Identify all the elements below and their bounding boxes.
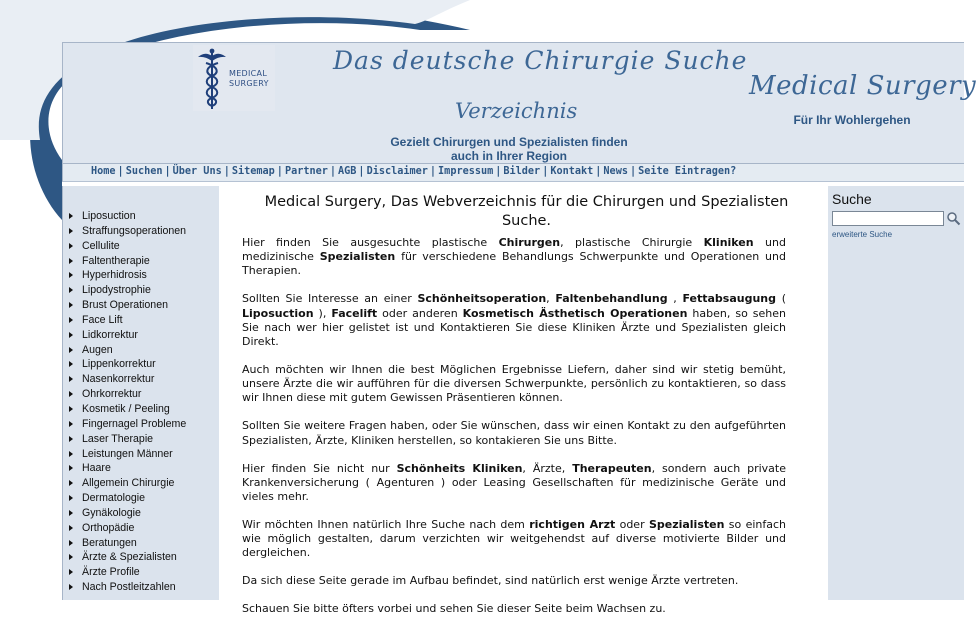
- sidebar-item-label: Allgemein Chirurgie: [82, 477, 175, 490]
- search-input[interactable]: [832, 211, 944, 226]
- arrow-right-icon: [69, 451, 73, 457]
- sidebar-item-label: Dermatologie: [82, 492, 146, 505]
- sidebar-item[interactable]: [69, 254, 186, 269]
- arrow-right-icon: [69, 361, 73, 367]
- sidebar-item-label: Ärzte Profile: [82, 566, 140, 579]
- nav-separator: |: [595, 166, 602, 177]
- search-panel: [828, 186, 964, 600]
- sidebar-item[interactable]: [69, 209, 186, 224]
- nav-link-seite-eintragen[interactable]: Seite Eintragen?: [638, 166, 737, 177]
- sidebar-item-label: Lidkorrektur: [82, 328, 138, 341]
- sidebar-item-label: Ärzte & Spezialisten: [82, 551, 177, 564]
- arrow-right-icon: [69, 347, 73, 353]
- arrow-right-icon: [69, 258, 73, 264]
- arrow-right-icon: [69, 317, 73, 323]
- sidebar-item[interactable]: [69, 313, 186, 328]
- subtitle-line1: Gezielt Chirurgen und Spezialisten finden: [390, 135, 628, 149]
- sidebar-item[interactable]: [69, 283, 186, 298]
- arrow-right-icon: [69, 465, 73, 471]
- nav-link-impressum[interactable]: Impressum: [438, 166, 494, 177]
- left-sidebar: [62, 186, 219, 600]
- nav-link-suchen[interactable]: Suchen: [125, 166, 163, 177]
- sidebar-item[interactable]: [69, 343, 186, 358]
- sidebar-item-label: Ohrkorrektur: [82, 388, 142, 401]
- nav-separator: |: [329, 166, 337, 177]
- sidebar-item[interactable]: [69, 491, 186, 506]
- sidebar-item-label: Lippenkorrektur: [82, 358, 156, 371]
- paragraph-5: Hier finden Sie nicht nur Schönheits Kliniken, Ärzte, Therapeuten, sondern auch private Krankenversicherung ( Agenturen ) oder Leasing Gesellschaften für medizinische Geräte und vieles mehr.: [242, 461, 787, 504]
- category-list: [69, 209, 186, 595]
- main-content: [219, 186, 828, 616]
- sidebar-item-label: Cellulite: [82, 239, 120, 252]
- sidebar-item[interactable]: [69, 447, 186, 462]
- arrow-right-icon: [69, 554, 73, 560]
- nav-link-bilder[interactable]: Bilder: [503, 166, 541, 177]
- nav-separator: |: [358, 166, 365, 177]
- sidebar-item[interactable]: [69, 461, 186, 476]
- nav-link-partner[interactable]: Partner: [284, 166, 328, 177]
- nav-link-disclaimer[interactable]: Disclaimer: [366, 166, 428, 177]
- sidebar-item-label: Leistungen Männer: [82, 447, 173, 460]
- sidebar-item[interactable]: [69, 432, 186, 447]
- paragraph-4: Sollten Sie weitere Fragen haben, oder Sie wünschen, dass wir einen Kontakt zu den aufgeführten Spezialisten, Ärzte, Kliniken herstellen, so kontakieren Sie uns Bitte.: [242, 419, 786, 447]
- search-heading: Suche: [832, 191, 872, 207]
- sidebar-item[interactable]: [69, 476, 186, 491]
- nav-separator: |: [429, 166, 437, 177]
- sidebar-item-label: Faltentherapie: [82, 254, 150, 267]
- arrow-right-icon: [69, 332, 73, 338]
- brand-tagline: Für Ihr Wohlergehen: [793, 113, 911, 127]
- sidebar-item-label: Hyperhidrosis: [82, 269, 147, 282]
- sidebar-item-label: Orthopädie: [82, 521, 135, 534]
- sidebar-item[interactable]: [69, 328, 186, 343]
- sidebar-item-label: Fingernagel Probleme: [82, 417, 187, 430]
- arrow-right-icon: [69, 287, 73, 293]
- sidebar-item[interactable]: [69, 224, 186, 239]
- sidebar-item[interactable]: [69, 565, 186, 580]
- sidebar-item[interactable]: [69, 372, 186, 387]
- content-body: [242, 236, 786, 630]
- sidebar-item-label: Beratungen: [82, 536, 137, 549]
- paragraph-6: Wir möchten Ihnen natürlich Ihre Suche nach dem richtigen Arzt oder Spezialisten so einfach wie möglich gestalten, darum verzichten wir weitgehendst auf diverse motivierte Bilder und dergleichen.: [242, 518, 787, 560]
- sidebar-item[interactable]: [69, 521, 186, 536]
- nav-links: [91, 166, 736, 177]
- sidebar-item-label: Liposuction: [82, 210, 136, 222]
- sidebar-item-label: Straffungsoperationen: [82, 224, 187, 237]
- sidebar-item-label: Nasenkorrektur: [82, 373, 155, 386]
- page-frame: [62, 42, 976, 616]
- sidebar-item-label: Lipodystrophie: [82, 284, 151, 297]
- nav-link-kontakt[interactable]: Kontakt: [550, 166, 594, 177]
- medical-logo[interactable]: [193, 45, 275, 111]
- nav-separator: |: [276, 166, 283, 177]
- paragraph-3: Auch möchten wir Ihnen die best Möglichen Ergebnisse Liefern, daher sind wir stetig bemüht, unsere Ärzte die wir aufführen für die diversen Schwerpunkte, persönlich zu kontaktieren, so dass wir Ihnen diese mit gutem Gewissen Präsentieren können.: [242, 363, 786, 405]
- paragraph-8: Schauen Sie bitte öfters vorbei und sehen Sie dieser Seite beim Wachsen zu.: [242, 602, 666, 616]
- arrow-right-icon: [69, 495, 73, 501]
- site-title: Das deutsche Chirurgie Suche: [333, 46, 748, 75]
- top-navigation: [62, 164, 964, 182]
- sidebar-item[interactable]: [69, 550, 186, 565]
- paragraph-2: Sollten Sie Interesse an einer Schönheitsoperation, Faltenbehandlung , Fettabsaugung ( Liposuction ), Facelift oder anderen Kosmetisch Ästhetisch Operationen haben, so sehen Sie nach wer hier gelistet ist und Kontaktieren Sie diese Kliniken Ärzte und Spezialisten gleich Direkt.: [242, 292, 787, 349]
- arrow-right-icon: [69, 525, 73, 531]
- nav-link-agb[interactable]: AGB: [338, 166, 357, 177]
- sidebar-item-label: Gynäkologie: [82, 506, 141, 519]
- arrow-right-icon: [69, 391, 73, 397]
- sidebar-item-label: Nach Postleitzahlen: [82, 581, 176, 594]
- sidebar-item[interactable]: [69, 417, 186, 432]
- arrow-right-icon: [69, 584, 73, 590]
- nav-separator: |: [542, 166, 549, 177]
- sidebar-item[interactable]: [69, 402, 186, 417]
- arrow-right-icon: [69, 302, 73, 308]
- search-icon[interactable]: [946, 211, 961, 226]
- sidebar-item-label: Augen: [82, 343, 113, 356]
- site-subtitle: [363, 135, 655, 163]
- sidebar-item-label: Face Lift: [82, 313, 123, 326]
- sidebar-item[interactable]: [69, 387, 186, 402]
- arrow-right-icon: [69, 569, 73, 575]
- paragraph-1: Hier finden Sie ausgesuchte plastische Chirurgen, plastische Chirurgie Kliniken und medizinische Spezialisten für verschiedene Behandlungs Schwerpunkte und Operationen und Therapien.: [242, 236, 786, 278]
- brand-name[interactable]: Medical Surgery: [749, 71, 976, 101]
- subtitle-line2: auch in Ihrer Region: [450, 149, 567, 163]
- arrow-right-icon: [69, 272, 73, 278]
- nav-separator: |: [629, 166, 637, 177]
- sidebar-item-label: Haare: [82, 462, 111, 475]
- advanced-search-link[interactable]: erweiterte Suche: [832, 230, 893, 239]
- nav-separator: |: [117, 166, 124, 177]
- sidebar-item-label: Laser Therapie: [82, 432, 154, 445]
- arrow-right-icon: [69, 480, 73, 486]
- caduceus-icon: [195, 47, 229, 111]
- logo-text-medical: MEDICAL: [229, 69, 268, 78]
- sidebar-item[interactable]: [69, 298, 186, 313]
- sidebar-item-label: Brust Operationen: [82, 299, 168, 312]
- nav-link-news[interactable]: News: [603, 166, 628, 177]
- sidebar-item-label: Kosmetik / Peeling: [82, 402, 170, 415]
- nav-link-sitemap[interactable]: Sitemap: [231, 166, 275, 177]
- arrow-right-icon: [69, 376, 73, 382]
- arrow-right-icon: [69, 406, 73, 412]
- nav-link-home[interactable]: Home: [91, 166, 116, 177]
- arrow-right-icon: [69, 421, 73, 427]
- sidebar-item[interactable]: [69, 239, 186, 254]
- arrow-right-icon: [69, 213, 73, 219]
- arrow-right-icon: [69, 228, 73, 234]
- sidebar-item[interactable]: [69, 536, 186, 551]
- paragraph-7: Da sich diese Seite gerade im Aufbau befindet, sind natürlich erst wenige Ärzte vertreten.: [242, 574, 739, 588]
- arrow-right-icon: [69, 510, 73, 516]
- sidebar-item[interactable]: [69, 357, 186, 372]
- logo-text-surgery: SURGERY: [229, 79, 269, 88]
- arrow-right-icon: [69, 243, 73, 249]
- arrow-right-icon: [69, 436, 73, 442]
- arrow-right-icon: [69, 540, 73, 546]
- header: [62, 42, 976, 164]
- sidebar-item[interactable]: [69, 580, 186, 595]
- nav-link-über-uns[interactable]: Über Uns: [172, 166, 222, 177]
- sidebar-item[interactable]: [69, 268, 186, 283]
- nav-separator: |: [495, 166, 502, 177]
- nav-separator: |: [223, 166, 230, 177]
- sidebar-item[interactable]: [69, 506, 186, 521]
- nav-separator: |: [164, 166, 171, 177]
- site-title-line2: Verzeichnis: [455, 99, 578, 123]
- page-title: Medical Surgery, Das Webverzeichnis für die Chirurgen und Spezialisten Suche.: [264, 194, 789, 229]
